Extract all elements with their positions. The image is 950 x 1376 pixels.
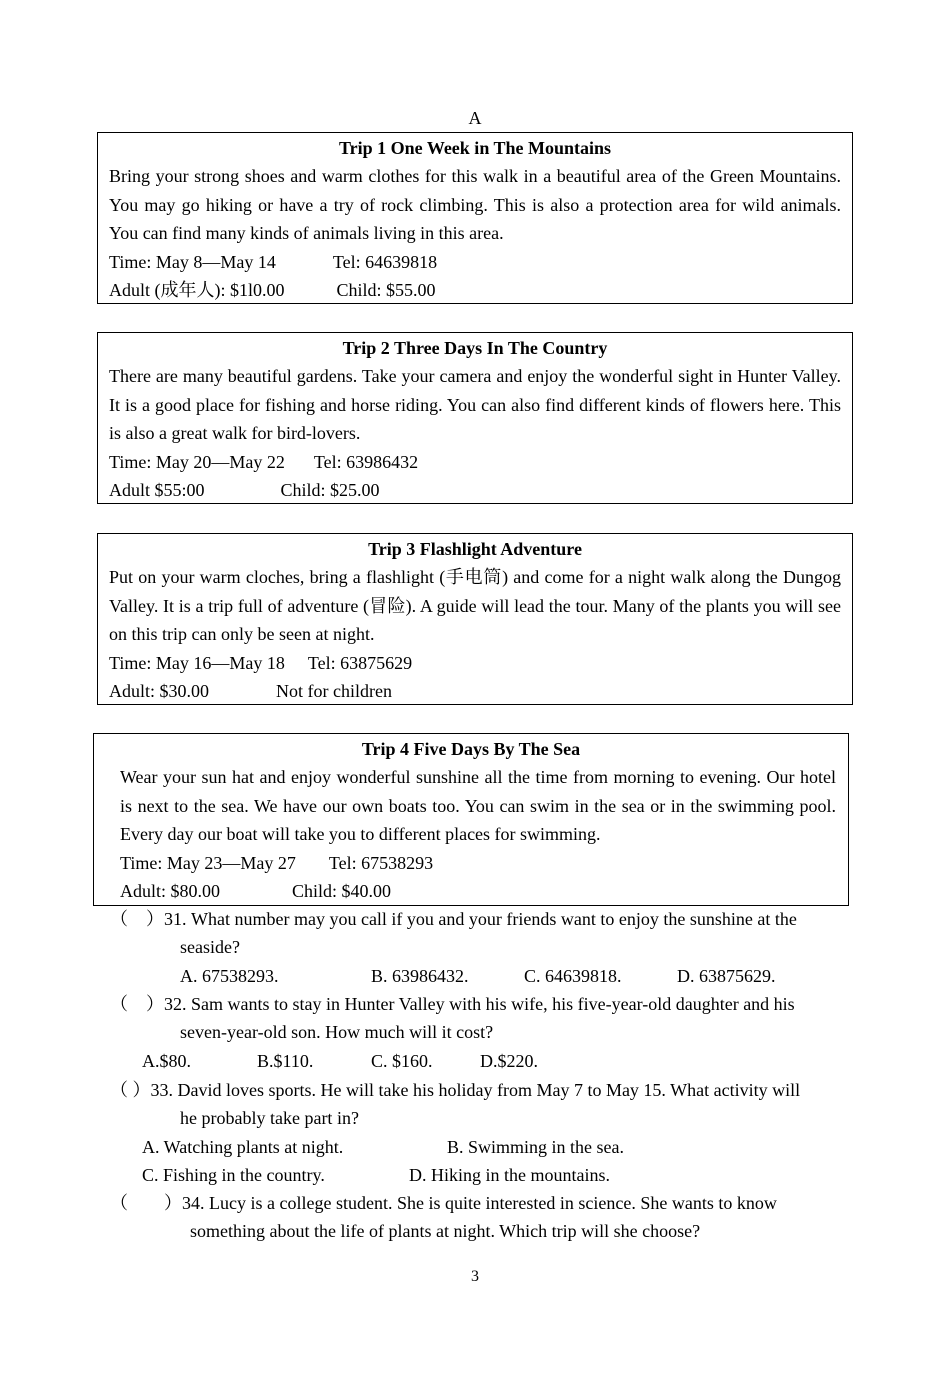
- trip-adult-price: Adult: $30.00: [109, 681, 210, 702]
- trip-tel: Tel: 63986432: [313, 451, 419, 472]
- trip-time-row: [109, 649, 841, 677]
- question-31-options: [180, 962, 776, 990]
- answer-bracket[interactable]: （ ）: [110, 1193, 182, 1213]
- question-33: [110, 1076, 847, 1133]
- question-text: 33. David loves sports. He will take his holiday from May 7 to May 15. What activity will: [150, 1080, 801, 1100]
- option-b[interactable]: B. Swimming in the sea.: [447, 1137, 624, 1157]
- option-c[interactable]: C. Fishing in the country.: [142, 1165, 325, 1185]
- question-line-2: something about the life of plants at night. Which trip will she choose?: [190, 1221, 701, 1242]
- question-32: [110, 990, 847, 1047]
- trip-price-row: [109, 276, 841, 304]
- option-d[interactable]: D.$220.: [480, 1051, 538, 1071]
- trip-time: Time: May 16—May 18: [109, 652, 285, 673]
- question-line: [110, 905, 847, 933]
- question-line-2: seaside?: [180, 937, 240, 958]
- option-d[interactable]: D. Hiking in the mountains.: [409, 1165, 610, 1185]
- trip-price-row: [120, 877, 836, 905]
- trip-child-price: Not for children: [276, 681, 392, 702]
- question-text: 31. What number may you call if you and your friends want to enjoy the sunshine at the: [164, 909, 797, 929]
- trip-description: Put on your warm cloches, bring a flashlight (手电筒) and come for a night walk along the Dungog Valley. It is a trip full of adventure (冒险). A guide will lead the tour. Many of the plants you will see on this trip can only be seen at night.: [109, 567, 841, 645]
- trip-title: Trip 4 Five Days By The Sea: [361, 739, 581, 759]
- option-c[interactable]: C. 64639818.: [524, 966, 622, 986]
- trip-adult-price: Adult $55:00: [109, 480, 205, 501]
- trip-time-row: [120, 849, 836, 877]
- trip-child-price: Child: $25.00: [280, 480, 380, 501]
- option-a[interactable]: A.$80.: [142, 1051, 191, 1071]
- trip-description: Bring your strong shoes and warm clothes for this walk in a beautiful area of the Green Mountains. You may go hiking or have a try of rock climbing. This is also a protection area for wild animals. You can find many kinds of animals living in this area.: [109, 166, 841, 244]
- trip-time: Time: May 20—May 22: [109, 451, 285, 472]
- trip-time: Time: May 23—May 27: [120, 852, 296, 873]
- trip-time-row: [109, 448, 841, 476]
- question-line: [110, 1076, 847, 1104]
- option-d[interactable]: D. 63875629.: [677, 966, 776, 986]
- trip-title: Trip 2 Three Days In The Country: [342, 338, 608, 358]
- question-line: [110, 990, 847, 1018]
- question-32-options: [142, 1047, 538, 1075]
- answer-bracket[interactable]: （ ）: [110, 1080, 151, 1100]
- option-a[interactable]: A. Watching plants at night.: [142, 1137, 344, 1157]
- trip-adult-price: Adult (成年人): $1l0.00: [109, 280, 285, 301]
- question-31: [110, 905, 847, 962]
- trip-2-box: [97, 332, 853, 504]
- trip-price-row: [109, 677, 841, 705]
- question-33-options-row-2: [142, 1161, 610, 1189]
- trip-1-box: [97, 132, 853, 304]
- trip-child-price: Child: $40.00: [292, 881, 392, 902]
- trip-title: Trip 3 Flashlight Adventure: [368, 539, 582, 559]
- question-line-2: seven-year-old son. How much will it cost?: [180, 1022, 494, 1043]
- option-a[interactable]: A. 67538293.: [180, 966, 279, 986]
- question-line: [110, 1189, 847, 1217]
- option-c[interactable]: C. $160.: [371, 1051, 433, 1071]
- trip-tel: Tel: 64639818: [332, 251, 438, 272]
- answer-bracket[interactable]: （ ）: [110, 994, 164, 1014]
- trip-description: There are many beautiful gardens. Take your camera and enjoy the wonderful sight in Hunter Valley. It is a good place for fishing and horse riding. You can also find different kinds of flowers here. This is also a great walk for bird-lovers.: [109, 366, 841, 444]
- question-33-options-row-1: [142, 1133, 624, 1161]
- page-number: 3: [471, 1268, 479, 1285]
- option-b[interactable]: B.$110.: [257, 1051, 314, 1071]
- question-line-2: he probably take part in?: [180, 1108, 359, 1129]
- trip-price-row: [109, 476, 841, 504]
- trip-tel: Tel: 63875629: [307, 652, 413, 673]
- trip-tel: Tel: 67538293: [328, 852, 434, 873]
- trip-4-box: [93, 733, 849, 906]
- trip-time-row: [109, 248, 841, 276]
- section-letter: A: [468, 108, 482, 128]
- option-b[interactable]: B. 63986432.: [371, 966, 469, 986]
- trip-child-price: Child: $55.00: [336, 280, 436, 301]
- question-text: 32. Sam wants to stay in Hunter Valley with his wife, his five-year-old daughter and his: [164, 994, 795, 1014]
- trip-time: Time: May 8—May 14: [109, 251, 276, 272]
- answer-bracket[interactable]: （ ）: [110, 909, 164, 929]
- trip-description: Wear your sun hat and enjoy wonderful sunshine all the time from morning to evening. Our hotel is next to the sea. We have our own boats too. You can swim in the sea or in the swimming pool. Every day our boat will take you to different places for swimming.: [120, 767, 836, 845]
- trip-3-box: [97, 533, 853, 705]
- trip-adult-price: Adult: $80.00: [120, 881, 221, 902]
- question-34: [110, 1189, 847, 1246]
- trip-title: Trip 1 One Week in The Mountains: [338, 138, 612, 158]
- question-text: 34. Lucy is a college student. She is quite interested in science. She wants to know: [182, 1193, 777, 1213]
